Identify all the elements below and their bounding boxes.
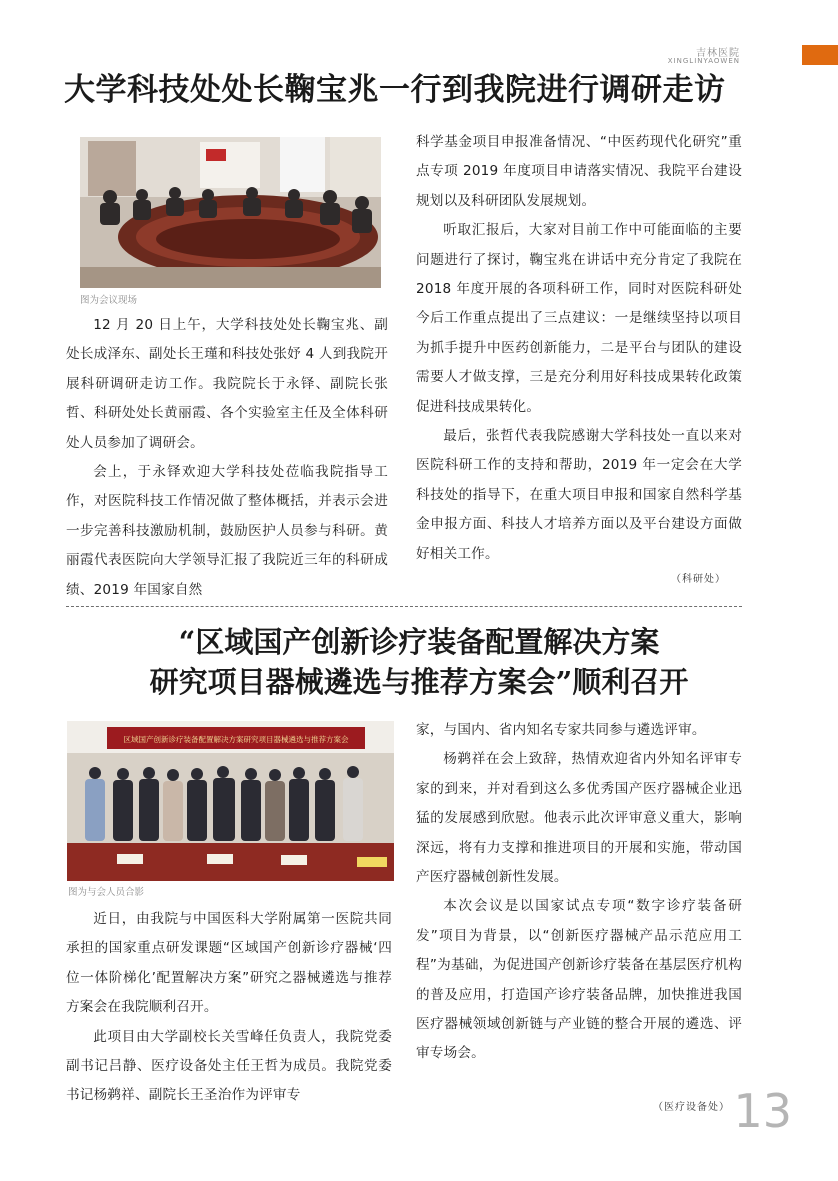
section-color-tab bbox=[802, 45, 838, 65]
article2-right-column bbox=[416, 716, 742, 1069]
group-photo-illustration bbox=[67, 721, 394, 881]
meeting-room-illustration bbox=[80, 137, 381, 288]
article2-paragraph-4: 本次会议是以国家试点专项“数字诊疗装备研发”项目为背景，以“创新医疗器械产品示范应用工程”为基础，为促进国产创新诊疗装备在基层医疗机构的普及应用，打造国产诊疗装备品牌，加快推进我国医疗器械领域创新链与产业链的整合开展的遴选、评审专场会。 bbox=[416, 898, 742, 1062]
article1-photo-meeting bbox=[80, 137, 381, 288]
article2-paragraph-1: 近日，由我院与中国医科大学附属第一医院共同承担的国家重点研发课题“区域国产创新诊疗器械‘四位一体阶梯化’配置解决方案”研究之器械遴选与推荐方案会在我院顺利召开。 bbox=[66, 911, 392, 1016]
article1-paragraph-4: 最后，张哲代表我院感谢大学科技处一直以来对医院科研工作的支持和帮助，2019 年一定会在大学科技处的指导下，在重大项目申报和国家自然科学基金申报方面、科技人才培养方面以及平台建设方面做好相关工作。 bbox=[416, 428, 742, 562]
article1-paragraph-2: 会上，于永铎欢迎大学科技处莅临我院指导工作，对医院科技工作情况做了整体概括，并表示会进一步完善科技激励机制，鼓励医护人员参与科研。黄丽霞代表医院向大学领导汇报了我院近三年的科研成绩、2019 年国家自然 bbox=[66, 464, 388, 598]
article1-title: 大学科技处处长鞠宝兆一行到我院进行调研走访 bbox=[64, 72, 726, 108]
article2-paragraph-3: 杨鹈祥在会上致辞，热情欢迎省内外知名评审专家的到来，并对看到这么多优秀国产医疗器械企业迅猛的发展感到欣慰。他表示此次评审意义重大，影响深远，将有力支撑和推进项目的开展和实施，带动国产医疗器械创新性发展。 bbox=[416, 751, 742, 886]
article2-photo-caption: 图为与会人员合影 bbox=[68, 887, 145, 898]
article1-paragraph-3: 听取汇报后，大家对目前工作中可能面临的主要问题进行了探讨，鞠宝兆在讲话中充分肯定了我院在 2018 年度开展的各项科研工作，同时对医院科研处今后工作重点提出了三点建议：一是继续坚持以项目为抓手提升中医药创新能力，二是平台与团队的建设需要人才做支撑，三是充分利用好科技成果转化政策促进科技成果转化。 bbox=[416, 222, 742, 415]
page-number: 13 bbox=[733, 1084, 792, 1138]
photo-banner-text: 区域国产创新诊疗装备配置解决方案研究项目器械遴选与推荐方案会 bbox=[123, 735, 349, 744]
article1-left-column bbox=[66, 311, 388, 605]
article2-signature: （医疗设备处） bbox=[653, 1102, 730, 1113]
article1-right-column bbox=[416, 128, 742, 569]
article-divider bbox=[66, 606, 742, 607]
section-name-pinyin: XINGLINYAOWEN bbox=[667, 57, 740, 65]
article2-photo-group bbox=[67, 721, 394, 881]
article1-paragraph-1: 12 月 20 日上午，大学科技处处长鞠宝兆、副处长成泽东、副处长王瑾和科技处张妤 4 人到我院开展科研调研走访工作。我院院长于永铎、副院长张哲、科研处处长黄丽霞、各个实验室主任及全体科研处人员参加了调研会。 bbox=[66, 317, 388, 451]
article1-paragraph-2-continued: 科学基金项目申报准备情况、“中医药现代化研究”重点专项 2019 年度项目申请落实情况、我院平台建设规划以及科研团队发展规划。 bbox=[416, 134, 742, 209]
article2-paragraph-2: 此项目由大学副校长关雪峰任负责人，我院党委副书记吕静、医疗设备处主任王哲为成员。我院党委书记杨鹈祥、副院长王圣治作为评审专 bbox=[66, 1028, 392, 1104]
article2-title-line-2: 研究项目器械遴选与推荐方案会”顺利召开 bbox=[149, 665, 689, 699]
article2-title-line-1: “区域国产创新诊疗装备配置解决方案 bbox=[178, 625, 660, 659]
article1-signature: （科研处） bbox=[671, 574, 726, 585]
article1-photo-caption: 图为会议现场 bbox=[80, 295, 138, 306]
article2-paragraph-2-continued: 家，与国内、省内知名专家共同参与遴选评审。 bbox=[416, 722, 706, 738]
article2-left-column bbox=[66, 905, 392, 1111]
section-name: 吉林医院 bbox=[696, 48, 740, 59]
